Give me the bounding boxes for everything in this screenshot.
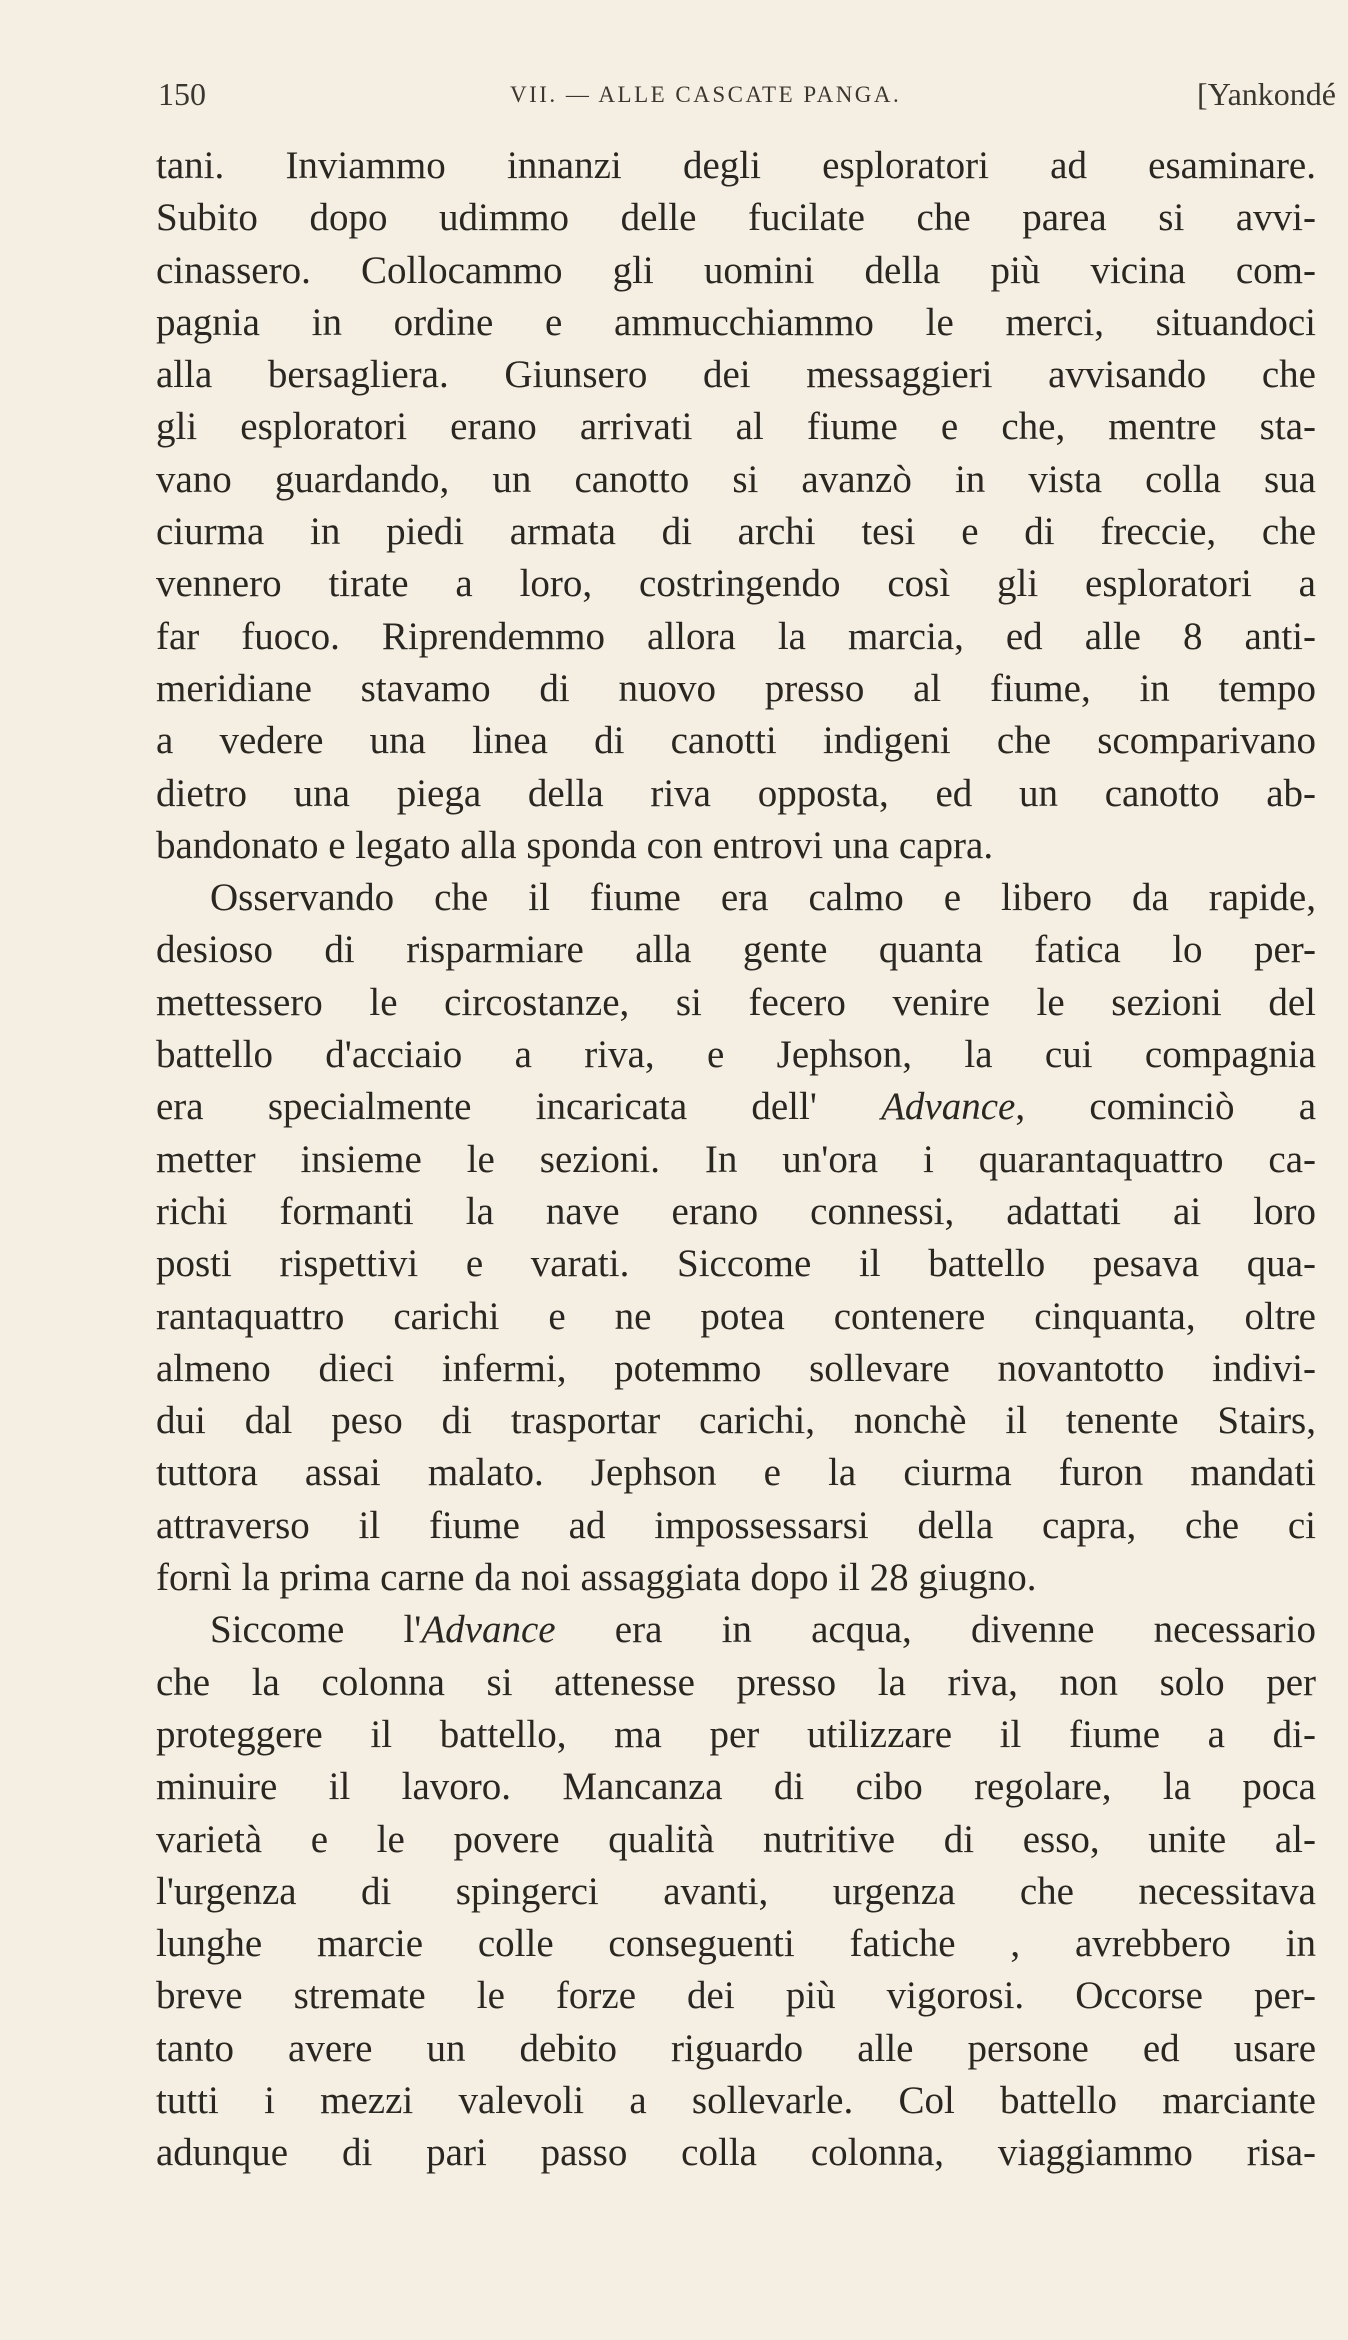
ship-name: Advance (421, 1608, 556, 1652)
text-line: mettessero le circostanze, si fecero venire le sezioni del (156, 980, 1316, 1024)
chapter-title: VII. — ALLE CASCATE PANGA. (510, 82, 902, 107)
text-line: dietro una piega della riva opposta, ed un canotto ab- (156, 771, 1316, 815)
text-line: bandonato e legato alla sponda con entrovi una capra. (156, 823, 994, 867)
text-line: tuttora assai malato. Jephson e la ciurma furon mandati (156, 1451, 1316, 1495)
text-line: gli esploratori erano arrivati al fiume e che, mentre sta- (156, 405, 1316, 449)
text-line: cinassero. Collocammo gli uomini della più vicina com- (156, 248, 1316, 292)
text-line: ciurma in piedi armata di archi tesi e di freccie, che (156, 510, 1316, 554)
text-line: pagnia in ordine e ammucchiammo le merci, situandoci (156, 300, 1316, 344)
text-line: varietà e le povere qualità nutritive di esso, unite al- (156, 1817, 1316, 1861)
text-line: alla bersagliera. Giunsero dei messaggieri avvisando che (156, 353, 1316, 397)
text-line: a vedere una linea di canotti indigeni che scomparivano (156, 719, 1316, 763)
text-line: l'urgenza di spingerci avanti, urgenza che necessitava (156, 1869, 1316, 1913)
text-line: battello d'acciaio a riva, e Jephson, la cui compagnia (156, 1033, 1316, 1077)
text-line: Subito dopo udimmo delle fucilate che parea si avvi- (156, 196, 1316, 240)
body-text (156, 140, 1316, 2180)
text-line: desioso di risparmiare alla gente quanta fatica lo per- (156, 928, 1316, 972)
text-line: tani. Inviammo innanzi degli esploratori ad esaminare. (156, 144, 1316, 187)
page-number: 150 (158, 76, 206, 112)
text-line: almeno dieci infermi, potemmo sollevare novantotto indivi- (156, 1346, 1316, 1390)
text-line: proteggere il battello, ma per utilizzare il fiume a di- (156, 1712, 1316, 1756)
text-line: posti rispettivi e varati. Siccome il battello pesava qua- (156, 1242, 1316, 1286)
text-line: vano guardando, un canotto si avanzò in vista colla sua (156, 457, 1316, 501)
text-line: che la colonna si attenesse presso la riva, non solo per (156, 1660, 1316, 1704)
side-note: [Yankondé (1197, 76, 1336, 112)
text-line: vennero tirate a loro, costringendo così gli esploratori a (156, 562, 1316, 606)
text-line: metter insieme le sezioni. In un'ora i quarantaquattro ca- (156, 1137, 1316, 1181)
text-line: Osservando che il fiume era calmo e libero da rapide, (210, 876, 1316, 920)
text-line: attraverso il fiume ad impossessarsi della capra, che ci (156, 1503, 1316, 1547)
text-line: tanto avere un debito riguardo alle persone ed usare (156, 2026, 1316, 2070)
text-line: richi formanti la nave erano connessi, adattati ai loro (156, 1189, 1316, 1233)
running-head (150, 76, 1336, 120)
text-line: minuire il lavoro. Mancanza di cibo regolare, la poca (156, 1765, 1316, 1809)
text-line-advance: Siccome l'Advance era in acqua, divenne necessario (210, 1608, 1317, 1652)
text-line: far fuoco. Riprendemmo allora la marcia, ed alle 8 anti- (156, 614, 1316, 658)
text-line: adunque di pari passo colla colonna, viaggiammo risa- (156, 2131, 1316, 2175)
text-line: meridiane stavamo di nuovo presso al fiume, in tempo (156, 666, 1316, 710)
text-line: lunghe marcie colle conseguenti fatiche , avrebbero in (156, 1922, 1316, 1966)
text-line: tutti i mezzi valevoli a sollevarle. Col battello marciante (156, 2078, 1316, 2122)
text-line-advance: era specialmente incaricata dell' Advance, cominciò a (156, 1085, 1316, 1129)
text-line: dui dal peso di trasportar carichi, nonchè il tenente Stairs, (156, 1399, 1316, 1443)
ship-name: Advance (881, 1085, 1016, 1129)
text-line: fornì la prima carne da noi assaggiata dopo il 28 giugno. (156, 1556, 1037, 1600)
text-line: rantaquattro carichi e ne potea contenere cinquanta, oltre (156, 1294, 1316, 1338)
text-line: breve stremate le forze dei più vigorosi. Occorse per- (156, 1974, 1316, 2018)
